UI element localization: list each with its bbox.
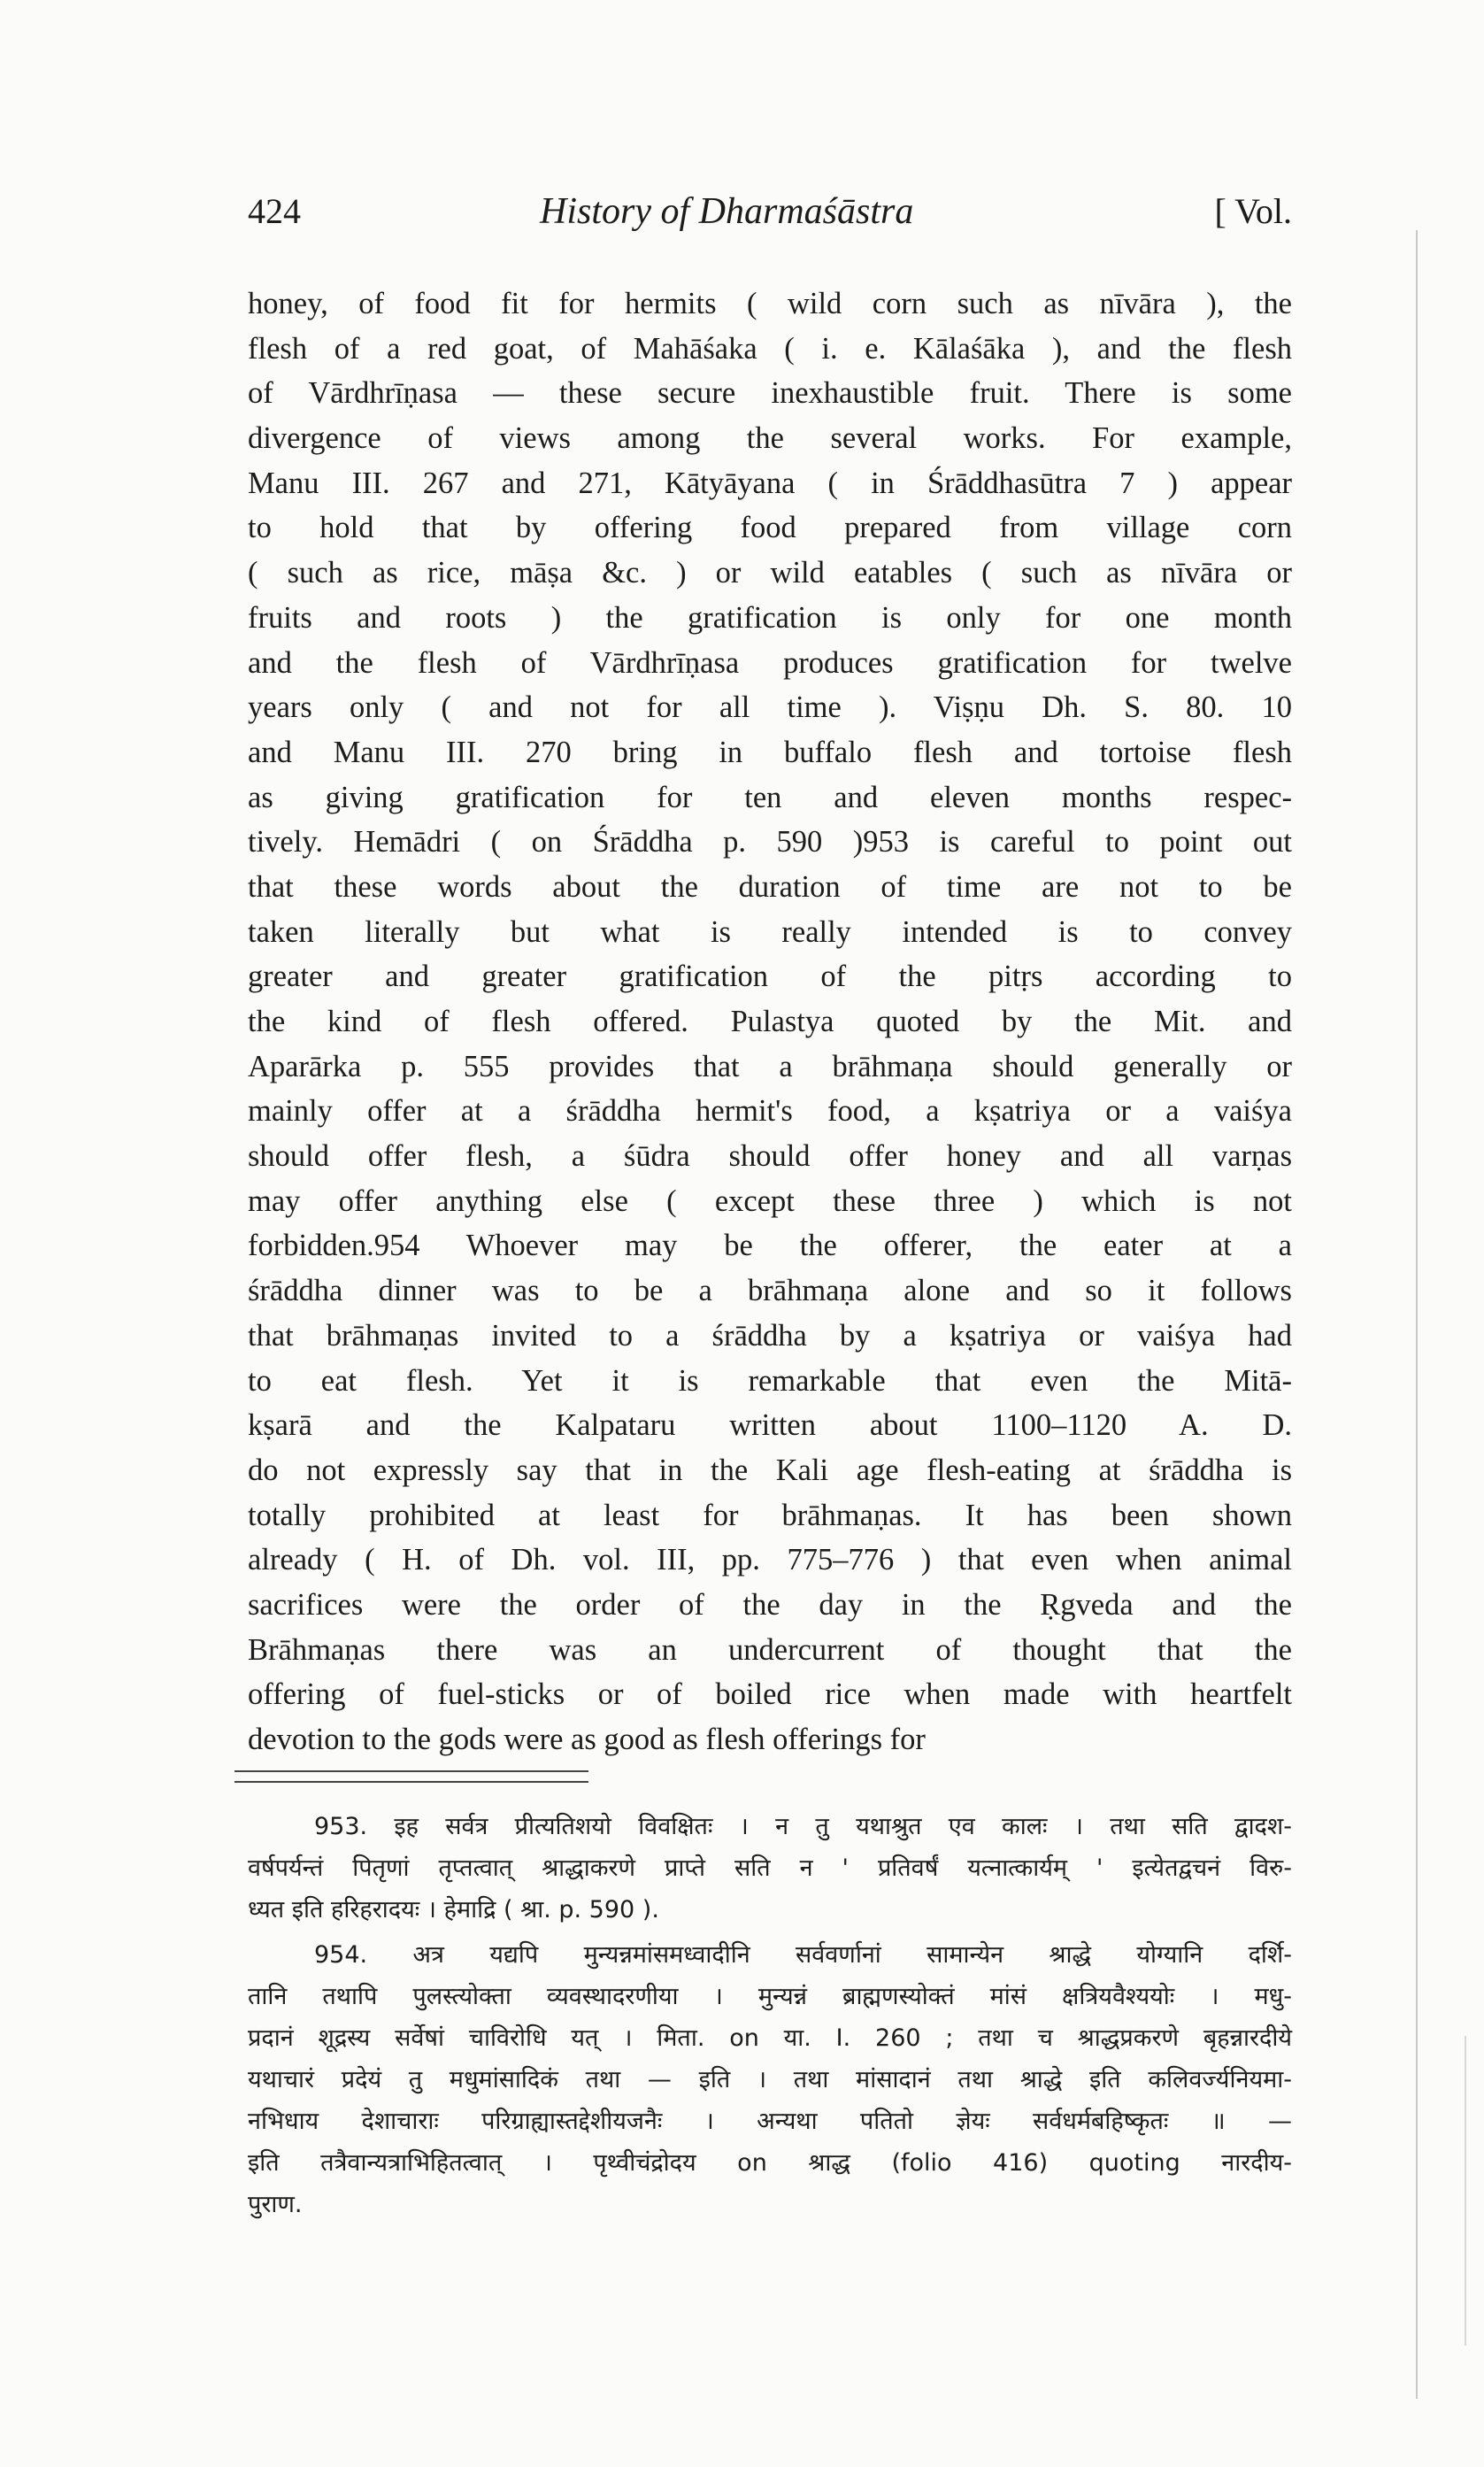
footnote-line: प्रदानं शूद्रस्य सर्वेषां चाविरोधि यत् । मिता. on या. I. 260 ; तथा च श्राद्धप्रकरणे बृहन्नारदीये xyxy=(248,2024,1292,2052)
body-line: fruits and roots ) the gratification is only for one month xyxy=(248,600,1292,635)
body-line: do not expressly say that in the Kali age flesh-eating at śrāddha is xyxy=(248,1453,1292,1487)
body-line: to eat flesh. Yet it is remarkable that even the Mitā- xyxy=(248,1363,1292,1398)
body-line: kṣarā and the Kalpataru written about 1100–1120 A. D. xyxy=(248,1408,1292,1443)
footnotes xyxy=(248,1806,1292,2229)
body-line: that these words about the duration of time are not to be xyxy=(248,869,1292,904)
body-line: already ( H. of Dh. vol. III, pp. 775–776 ) that even when animal xyxy=(248,1543,1292,1577)
footnote-line: 953. इह सर्वत्र प्रीत्यतिशयो विवक्षितः । न तु यथाश्रुत एव कालः । तथा सति द्वादश- xyxy=(314,1813,1292,1840)
body-line: taken literally but what is really intended is to convey xyxy=(248,914,1292,949)
footnote-line: पुराण. xyxy=(248,2191,303,2218)
body-line: as giving gratification for ten and eleven months respec- xyxy=(248,780,1292,814)
body-line: Manu III. 267 and 271, Kātyāyana ( in Śrāddhasūtra 7 ) appear xyxy=(248,466,1292,500)
body-line: should offer flesh, a śūdra should offer honey and all varṇas xyxy=(248,1139,1292,1174)
body-line: offering of fuel-sticks or of boiled rice when made with heartfelt xyxy=(248,1677,1292,1712)
body-line: that brāhmaṇas invited to a śrāddha by a kṣatriya or vaiśya had xyxy=(248,1318,1292,1353)
footnote-line: यथाचारं प्रदेयं तु मधुमांसादिकं तथा — इति । तथा मांसादानं तथा श्राद्धे इति कलिवर्ज्यनियमा- xyxy=(248,2066,1292,2093)
body-line: Aparārka p. 555 provides that a brāhmaṇa should generally or xyxy=(248,1049,1292,1083)
footnote-line: ध्यत इति हरिहरादयः । हेमाद्रि ( श्रा. p. 590 ). xyxy=(248,1896,659,1923)
footnote-line: तानि तथापि पुलस्त्योक्ता व्यवस्थादरणीया । मुन्यन्नं ब्राह्मणस्योक्तं मांसं क्षत्रियवैश्ययोः । मधु- xyxy=(248,1983,1292,2010)
body-line: totally prohibited at least for brāhmaṇas. It has been shown xyxy=(248,1498,1292,1532)
body-line: śrāddha dinner was to be a brāhmaṇa alone and so it follows xyxy=(248,1274,1292,1308)
body-line: sacrifices were the order of the day in the Ṛgveda and the xyxy=(248,1587,1292,1622)
footnote-line: इति तत्रैवान्यत्राभिहितत्वात् । पृथ्वीचंद्रोदय on श्राद्ध (folio 416) quoting नारदीय- xyxy=(248,2149,1292,2177)
body-line: and Manu III. 270 bring in buffalo flesh and tortoise flesh xyxy=(248,735,1292,769)
body-line: divergence of views among the several works. For example, xyxy=(248,421,1292,456)
body-line: the kind of flesh offered. Pulastya quoted by the Mit. and xyxy=(248,1005,1292,1038)
page-number: 424 xyxy=(248,191,301,231)
body-line: devotion to the gods were as good as flesh offerings for xyxy=(248,1723,926,1756)
footnote-line: नभिधाय देशाचाराः परिग्राह्यास्तद्देशीयजनैः । अन्यथा पतितो ज्ञेयः सर्वधर्मबहिष्कृतः ॥ — xyxy=(248,2108,1292,2135)
footnote-separator xyxy=(235,1770,588,1783)
body-line: honey, of food fit for hermits ( wild corn such as nīvāra ), the xyxy=(248,287,1292,320)
body-text xyxy=(248,281,1292,1762)
page-header xyxy=(248,181,1292,235)
body-line: forbidden.954 Whoever may be the offerer, the eater at a xyxy=(248,1229,1292,1263)
footnote xyxy=(248,1806,1292,1931)
margin-scan-line xyxy=(1465,2036,1466,2346)
body-line: may offer anything else ( except these three ) which is not xyxy=(248,1183,1292,1218)
body-line: greater and greater gratification of the pitṛs according to xyxy=(248,960,1292,994)
volume-mark: [ Vol. xyxy=(1214,191,1292,231)
footnote-line: वर्षपर्यन्तं पितृणां तृप्तत्वात् श्राद्धाकरणे प्राप्ते सति न ' प्रतिवर्षं यत्नात्कार्यम् ' इत्येतद्वचनं विरु- xyxy=(248,1854,1292,1882)
body-line: flesh of a red goat, of Mahāśaka ( i. e. Kālaśāka ), and the flesh xyxy=(248,331,1292,366)
body-line: of Vārdhrīṇasa — these secure inexhaustible fruit. There is some xyxy=(248,376,1292,411)
body-line: ( such as rice, māṣa &c. ) or wild eatables ( such as nīvāra or xyxy=(248,556,1292,590)
footnote-line: 954. अत्र यद्यपि मुन्यन्नमांसमध्वादीनि सर्ववर्णानां सामान्येन श्राद्धे योग्यानि दर्शि- xyxy=(314,1941,1292,1969)
running-title: History of Dharmaśāstra xyxy=(540,191,914,232)
body-line: mainly offer at a śrāddha hermit's food, a kṣatriya or a vaiśya xyxy=(248,1094,1292,1129)
footnote xyxy=(248,1934,1292,2225)
body-line: and the flesh of Vārdhrīṇasa produces gratification for twelve xyxy=(248,645,1292,680)
body-line: years only ( and not for all time ). Viṣṇu Dh. S. 80. 10 xyxy=(248,690,1292,725)
body-line: tively. Hemādri ( on Śrāddha p. 590 )953 is careful to point out xyxy=(248,825,1292,860)
body-line: to hold that by offering food prepared from village corn xyxy=(248,511,1292,545)
margin-scan-line xyxy=(1416,230,1418,2399)
body-line: Brāhmaṇas there was an undercurrent of thought that the xyxy=(248,1632,1292,1667)
